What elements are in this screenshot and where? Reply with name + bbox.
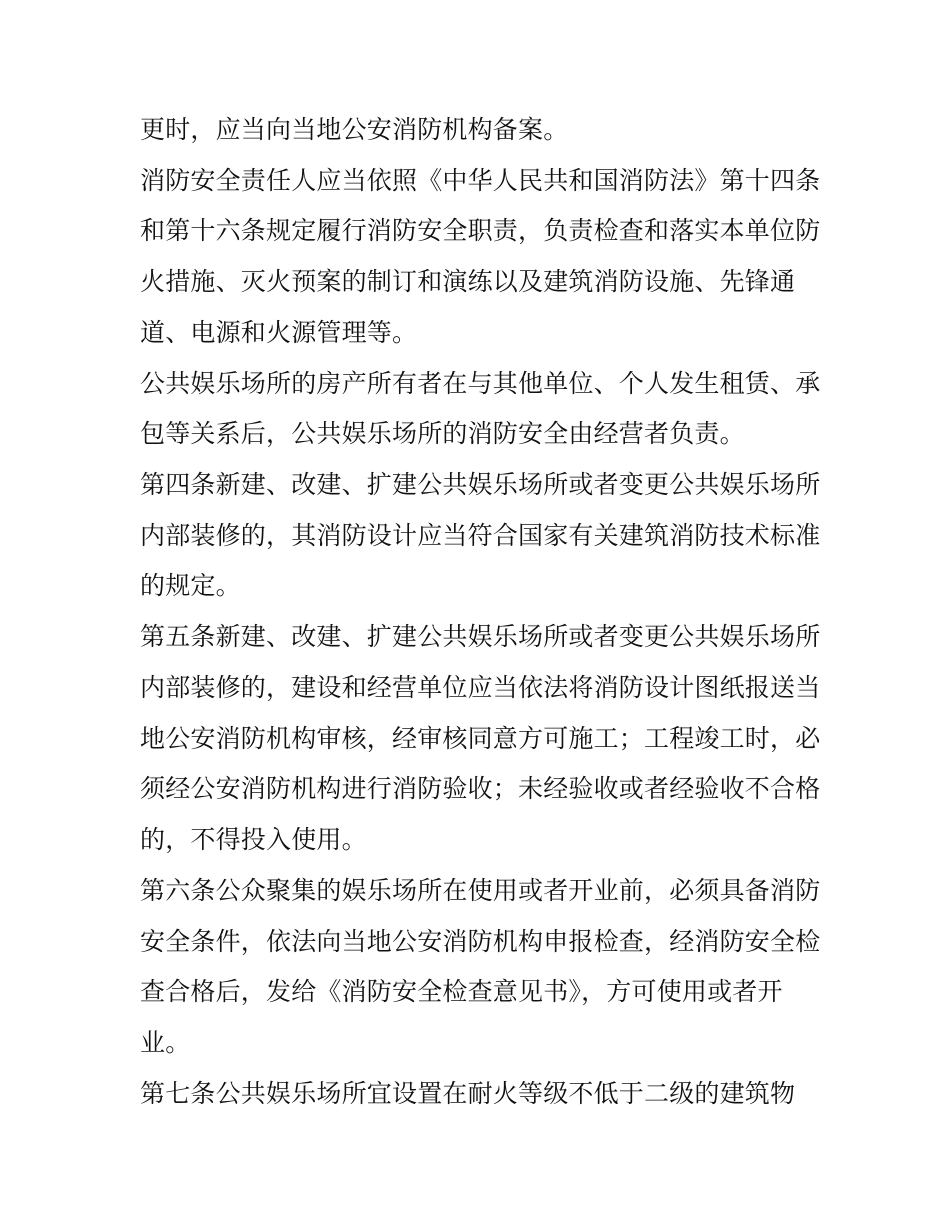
text-line: 第五条新建、改建、扩建公共娱乐场所或者变更公共娱乐场所 [140,622,821,651]
text-line: 消防安全责任人应当依照《中华人民共和国消防法》第十四条 [140,166,821,195]
text-line: 的规定。 [140,571,241,600]
text-line: 业。 [140,1028,191,1057]
text-line: 更时，应当向当地公安消防机构备案。 [140,115,569,144]
text-line: 第四条新建、改建、扩建公共娱乐场所或者变更公共娱乐场所 [140,470,821,499]
text-line: 安全条件，依法向当地公安消防机构申报检查，经消防安全检 [140,927,821,956]
text-line: 地公安消防机构审核，经审核同意方可施工；工程竣工时，必 [140,724,821,753]
text-line: 内部装修的，建设和经营单位应当依法将消防设计图纸报送当 [140,673,821,702]
text-line: 道、电源和火源管理等。 [140,318,418,347]
text-line: 火措施、灭火预案的制订和演练以及建筑消防设施、先锋通 [140,267,796,296]
text-line: 内部装修的，其消防设计应当符合国家有关建筑消防技术标准 [140,521,821,550]
text-line: 第六条公众聚集的娱乐场所在使用或者开业前，必须具备消防 [140,876,821,905]
text-line: 须经公安消防机构进行消防验收；未经验收或者经验收不合格 [140,774,821,803]
text-line: 包等关系后，公共娱乐场所的消防安全由经营者负责。 [140,419,745,448]
text-line: 和第十六条规定履行消防安全职责，负责检查和落实本单位防 [140,216,821,245]
text-line: 第七条公共娱乐场所宜设置在耐火等级不低于二级的建筑物 [140,1079,796,1108]
text-line: 查合格后，发给《消防安全检查意见书》，方可使用或者开 [140,977,783,1006]
text-line: 的，不得投入使用。 [140,825,367,854]
text-line: 公共娱乐场所的房产所有者在与其他单位、个人发生租赁、承 [140,369,821,398]
